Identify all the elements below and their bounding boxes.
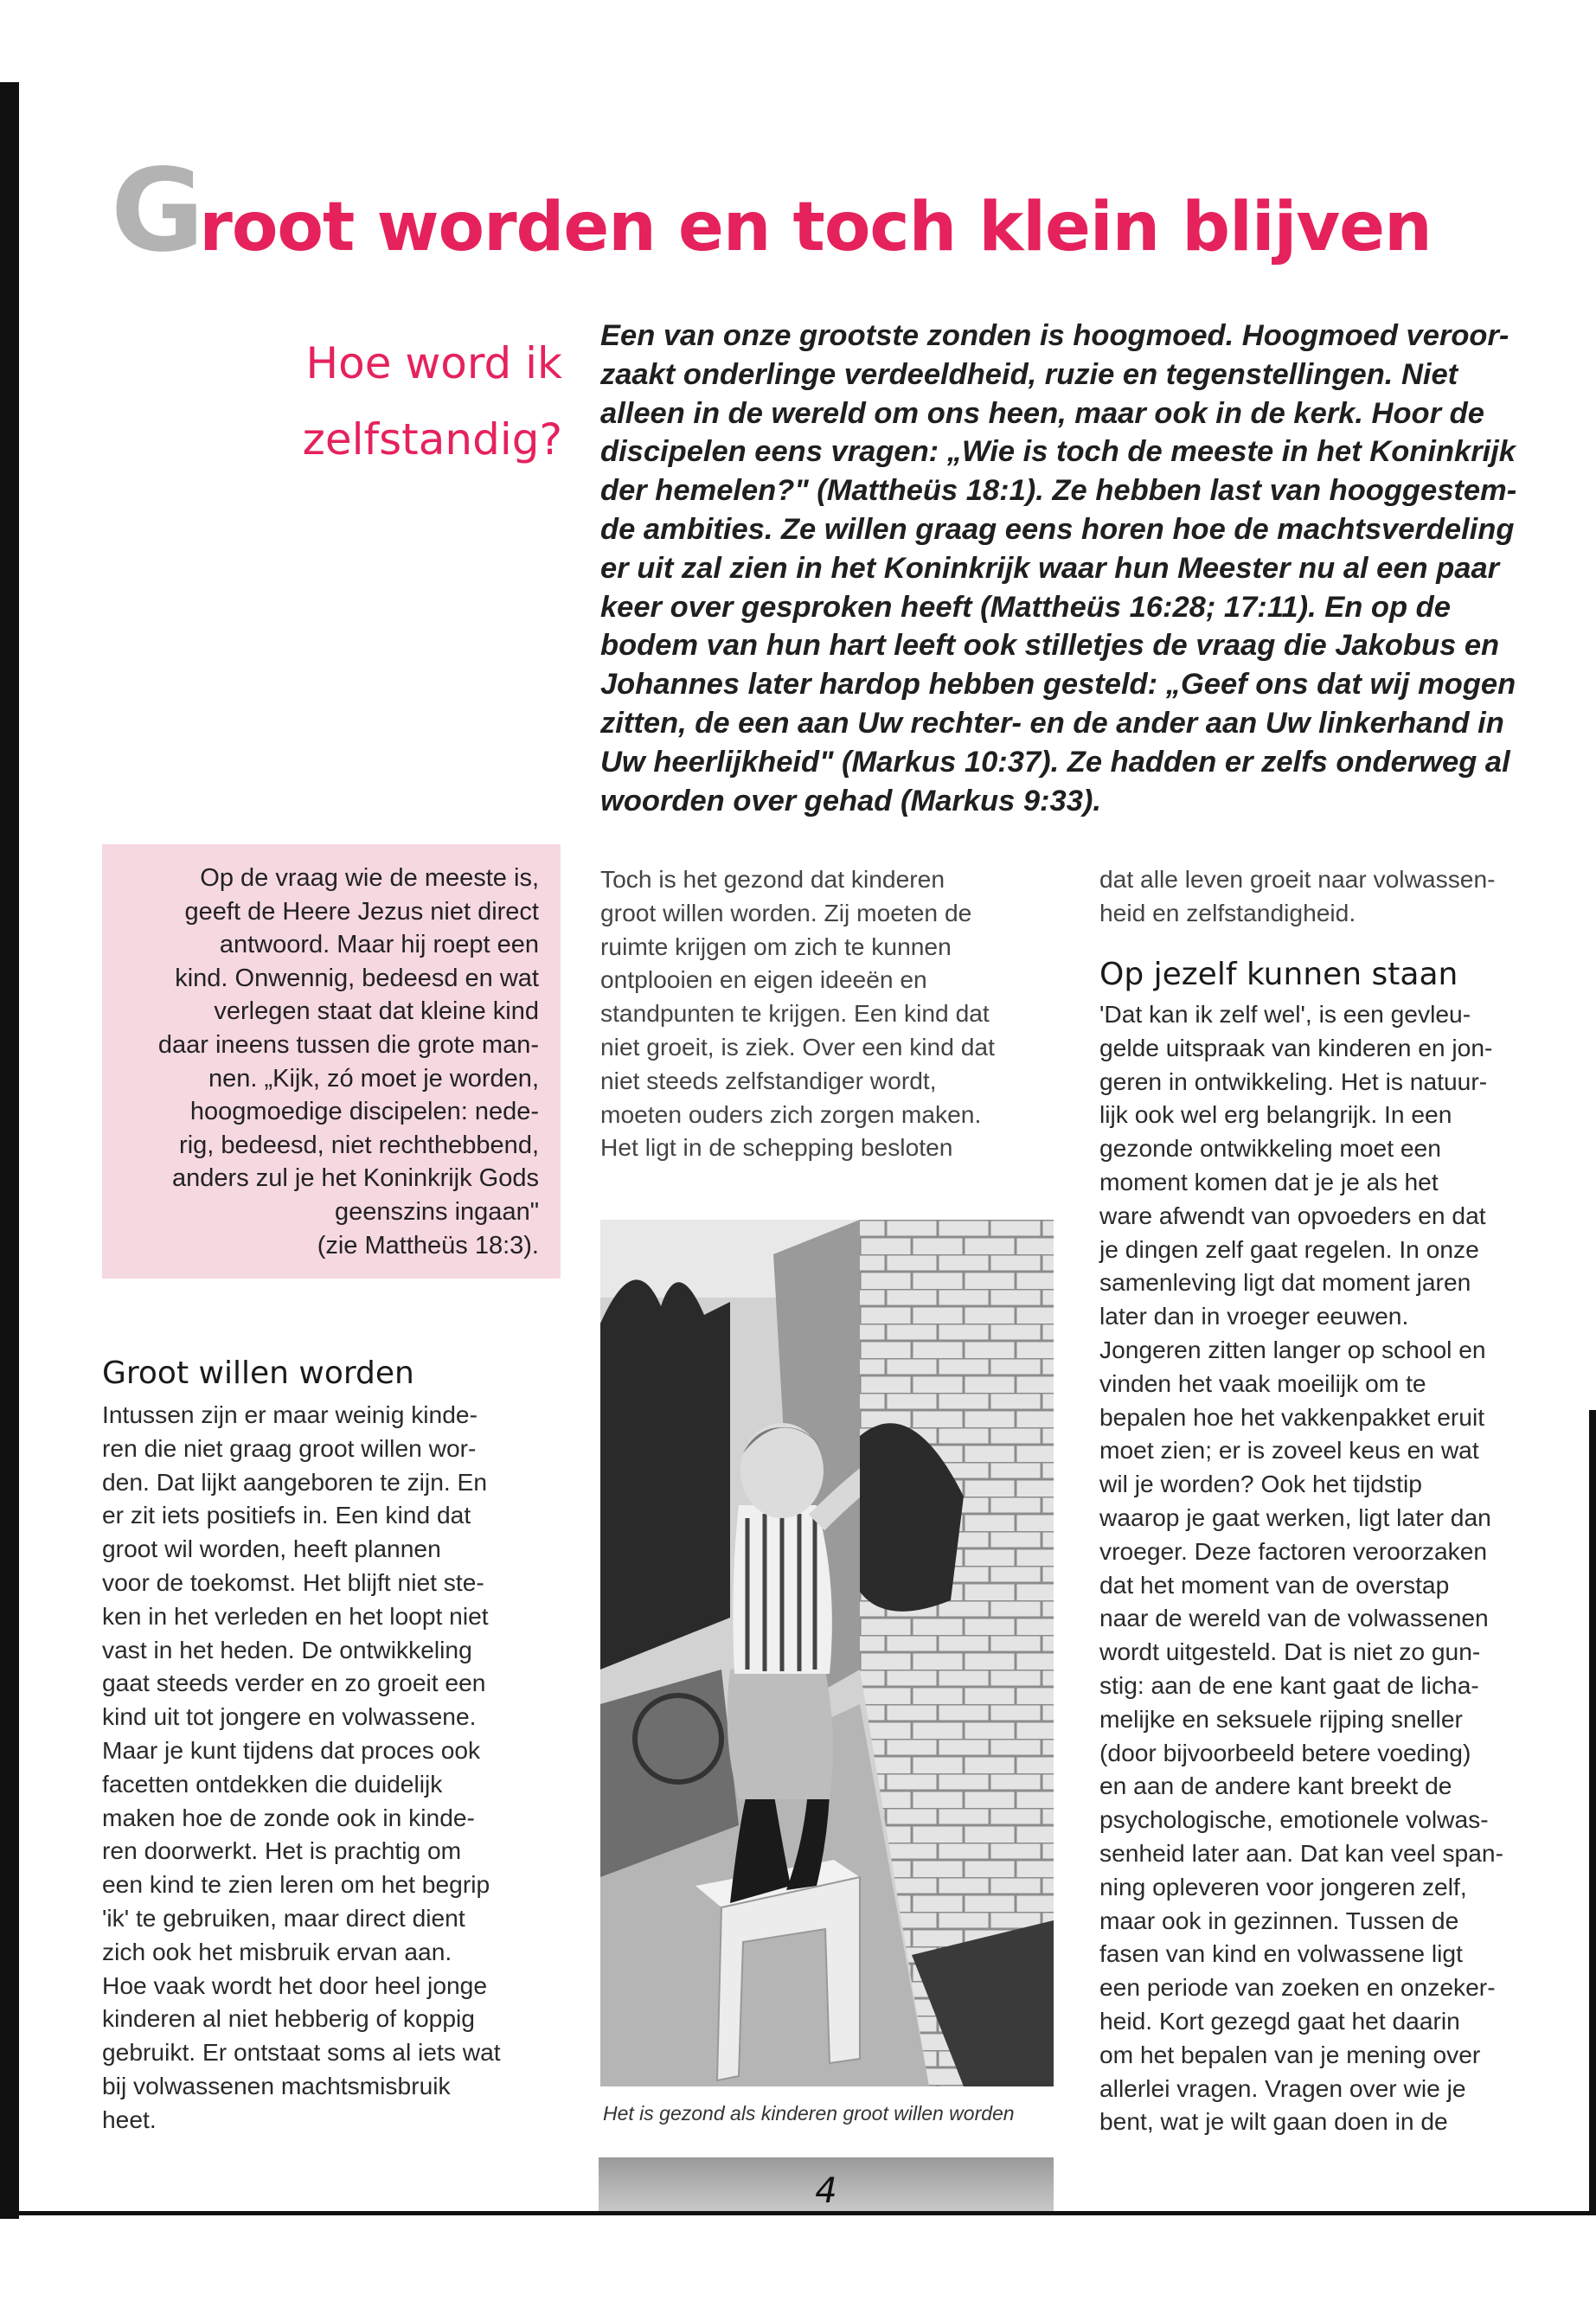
text-line: naar de wereld van de volwassenen	[1099, 1604, 1489, 1632]
intro-line: discipelen eens vragen: „Wie is toch de meeste in het Koninkrijk	[600, 435, 1516, 469]
scan-edge-left	[0, 82, 19, 2219]
text-line: kind uit tot jongere en volwassene.	[102, 1702, 477, 1731]
text-line: bij volwassenen machtsmisbruik	[102, 2071, 451, 2099]
callout-line: nen. „Kijk, zó moet je worden,	[208, 1064, 539, 1093]
text-line: 'Dat kan ik zelf wel', is een gevleu-	[1099, 1000, 1471, 1028]
intro-line: Uw heerlijkheid" (Markus 10:37). Ze hadden er zelfs onderweg al	[600, 745, 1510, 779]
column-3-top-text	[1099, 862, 1567, 930]
text-line: melijke en seksuele rijping sneller	[1099, 1704, 1463, 1733]
text-line: heet.	[102, 2105, 157, 2133]
intro-line: bodem van hun hart leeft ook stilletjes de vraag die Jakobus en	[600, 629, 1500, 663]
text-line: je dingen zelf gaat regelen. In onze	[1099, 1234, 1479, 1263]
text-line: moet zien; er is zoveel keus en wat	[1099, 1436, 1479, 1465]
text-line: moeten ouders zich zorgen maken.	[600, 1099, 982, 1128]
text-line: bepalen hoe het vakkenpakket eruit	[1099, 1402, 1485, 1431]
photo-caption: Het is gezond als kinderen groot willen worden	[603, 2102, 1015, 2125]
text-line: zich ook het misbruik ervan aan.	[102, 1937, 452, 1965]
intro-line: Een van onze grootste zonden is hoogmoed. Hoogmoed veroor-	[600, 319, 1509, 352]
intro-paragraph	[600, 317, 1552, 820]
page-number: 4	[815, 2171, 837, 2211]
text-line: geren in ontwikkeling. Het is natuur-	[1099, 1067, 1488, 1095]
text-line: bent, wat je wilt gaan doen in de	[1099, 2107, 1448, 2136]
callout-line: Op de vraag wie de meeste is,	[200, 864, 539, 892]
text-line: (door bijvoorbeeld betere voeding)	[1099, 1738, 1471, 1766]
text-line: gebruikt. Er ontstaat soms al iets wat	[102, 2038, 501, 2067]
callout-line: geenszins ingaan"	[334, 1197, 539, 1226]
text-line: ware afwendt van opvoeders en dat	[1099, 1201, 1486, 1229]
text-line: facetten ontdekken die duidelijk	[102, 1769, 443, 1798]
scan-edge-right	[1589, 1410, 1596, 2214]
text-line: waarop je gaat werken, ligt later dan	[1099, 1503, 1491, 1531]
intro-line: zitten, de een aan Uw rechter- en de ander aan Uw linkerhand in	[600, 706, 1504, 740]
text-line: ken in het verleden en het loopt niet	[102, 1601, 489, 1630]
text-line: Jongeren zitten langer op school en	[1099, 1335, 1486, 1363]
text-line: wil je worden? Ook het tijdstip	[1099, 1470, 1422, 1498]
text-line: samenleving ligt dat moment jaren	[1099, 1268, 1471, 1297]
intro-line: woorden over gehad (Markus 9:33).	[600, 784, 1101, 817]
intro-line: alleen in de wereld om ons heen, maar ook in de kerk. Hoor de	[600, 396, 1484, 430]
section-heading-op-jezelf-kunnen-staan: Op jezelf kunnen staan	[1099, 957, 1458, 992]
text-line: psychologische, emotionele volwas-	[1099, 1805, 1489, 1834]
text-line: een periode van zoeken en onzeker-	[1099, 1973, 1496, 2002]
text-line: 'ik' te gebruiken, maar direct dient	[102, 1903, 465, 1932]
text-line: stig: aan de ene kant gaat de licha-	[1099, 1670, 1479, 1699]
text-line: vroeger. Deze factoren veroorzaken	[1099, 1536, 1488, 1565]
text-line: niet groeit, is ziek. Over een kind dat	[600, 1032, 995, 1061]
column-1-text	[102, 1398, 565, 2137]
text-line: senheid later aan. Dat kan veel span-	[1099, 1838, 1503, 1867]
callout-line: anders zul je het Koninkrijk Gods	[172, 1164, 539, 1193]
article-subtitle	[208, 325, 562, 478]
text-line: vast in het heden. De ontwikkeling	[102, 1635, 472, 1663]
text-line: ren doorwerkt. Het is prachtig om	[102, 1836, 462, 1865]
callout-line: antwoord. Maar hij roept een	[219, 931, 539, 959]
text-line: maar ook in gezinnen. Tussen de	[1099, 1906, 1459, 1934]
text-line: vinden het vaak moeilijk om te	[1099, 1368, 1426, 1397]
subtitle-line: zelfstandig?	[302, 414, 562, 465]
text-line: een kind te zien leren om het begrip	[102, 1870, 490, 1899]
text-line: heid en zelfstandigheid.	[1099, 898, 1356, 926]
text-line: Het ligt in de schepping besloten	[600, 1133, 953, 1162]
photo-child-on-stool	[600, 1220, 1054, 2086]
text-line: allerlei vragen. Vragen over wie je	[1099, 2073, 1466, 2102]
text-line: gelde uitspraak van kinderen en jon-	[1099, 1033, 1493, 1061]
text-line: maken hoe de zonde ook in kinde-	[102, 1803, 475, 1831]
callout-line: hoogmoedige discipelen: nede-	[189, 1098, 539, 1126]
text-line: den. Dat lijkt aangeboren te zijn. En	[102, 1467, 488, 1496]
text-line: ontplooien en eigen ideeën en	[600, 965, 927, 994]
text-line: moment komen dat je je als het	[1099, 1167, 1439, 1195]
callout-line: geeft de Heere Jezus niet direct	[184, 897, 539, 926]
text-line: Hoe vaak wordt het door heel jonge	[102, 1971, 488, 1999]
text-line: voor de toekomst. Het blijft niet ste-	[102, 1567, 484, 1596]
text-line: wordt uitgesteld. Dat is niet zo gun-	[1099, 1638, 1481, 1666]
text-line: er zit iets positiefs in. Een kind dat	[102, 1501, 471, 1529]
text-line: standpunten te krijgen. Een kind dat	[600, 999, 990, 1028]
subtitle-line: Hoe word ik	[305, 338, 562, 388]
text-line: fasen van kind en volwassene ligt	[1099, 1939, 1463, 1968]
bottom-rule	[19, 2211, 1596, 2215]
intro-line: Johannes later hardop hebben gesteld: „Geef ons dat wij mogen	[600, 668, 1516, 702]
text-line: ren die niet graag groot willen wor-	[102, 1433, 477, 1462]
intro-line: er uit zal zien in het Koninkrijk waar hun Meester nu al een paar	[600, 551, 1500, 585]
callout-line: (zie Mattheüs 18:3).	[317, 1231, 539, 1259]
intro-line: de ambities. Ze willen graag eens horen hoe de machtsverdeling	[600, 512, 1515, 546]
photo-illustration	[600, 1220, 1054, 2086]
text-line: dat het moment van de overstap	[1099, 1570, 1450, 1599]
text-line: lijk ook wel erg belangrijk. In een	[1099, 1100, 1452, 1129]
intro-line: keer over gesproken heeft (Mattheüs 16:28; 17:11). En op de	[600, 590, 1451, 624]
text-line: en aan de andere kant breekt de	[1099, 1772, 1452, 1800]
text-line: groot wil worden, heeft plannen	[102, 1535, 441, 1563]
text-line: Toch is het gezond dat kinderen	[600, 865, 945, 893]
section-heading-groot-willen-worden: Groot willen worden	[102, 1356, 414, 1391]
text-line: om het bepalen van je mening over	[1099, 2040, 1481, 2068]
text-line: ruimte krijgen om zich te kunnen	[600, 932, 952, 960]
callout-text	[111, 862, 539, 1262]
text-line: Intussen zijn er maar weinig kinde-	[102, 1400, 478, 1428]
text-line: later dan in vroeger eeuwen.	[1099, 1302, 1409, 1330]
text-line: dat alle leven groeit naar volwassen-	[1099, 865, 1496, 893]
text-line: gaat steeds verder en zo groeit een	[102, 1669, 486, 1697]
text-line: heid. Kort gezegd gaat het daarin	[1099, 2006, 1460, 2035]
title-initial: G	[111, 144, 200, 278]
text-line: Maar je kunt tijdens dat proces ook	[102, 1735, 481, 1764]
callout-line: kind. Onwennig, bedeesd en wat	[175, 964, 539, 992]
column-3-text	[1099, 997, 1567, 2138]
article-title	[111, 144, 1432, 278]
intro-line: zaakt onderlinge verdeeldheid, ruzie en tegenstellingen. Niet	[600, 357, 1458, 391]
callout-line: rig, bedeesd, niet rechthebbend,	[179, 1131, 539, 1159]
text-line: niet steeds zelfstandiger wordt,	[600, 1066, 937, 1094]
intro-line: der hemelen?" (Mattheüs 18:1). Ze hebben last van hooggestem-	[600, 474, 1517, 508]
text-line: ning opleveren voor jongeren zelf,	[1099, 1872, 1467, 1900]
title-text: root worden en toch klein blijven	[199, 189, 1432, 266]
text-line: kinderen al niet hebberig of koppig	[102, 2004, 475, 2033]
text-line: groot willen worden. Zij moeten de	[600, 898, 972, 926]
callout-line: daar ineens tussen die grote man-	[157, 1030, 539, 1059]
text-line: gezonde ontwikkeling moet een	[1099, 1134, 1441, 1163]
callout-line: verlegen staat dat kleine kind	[214, 997, 539, 1026]
column-2-text	[600, 862, 1063, 1164]
